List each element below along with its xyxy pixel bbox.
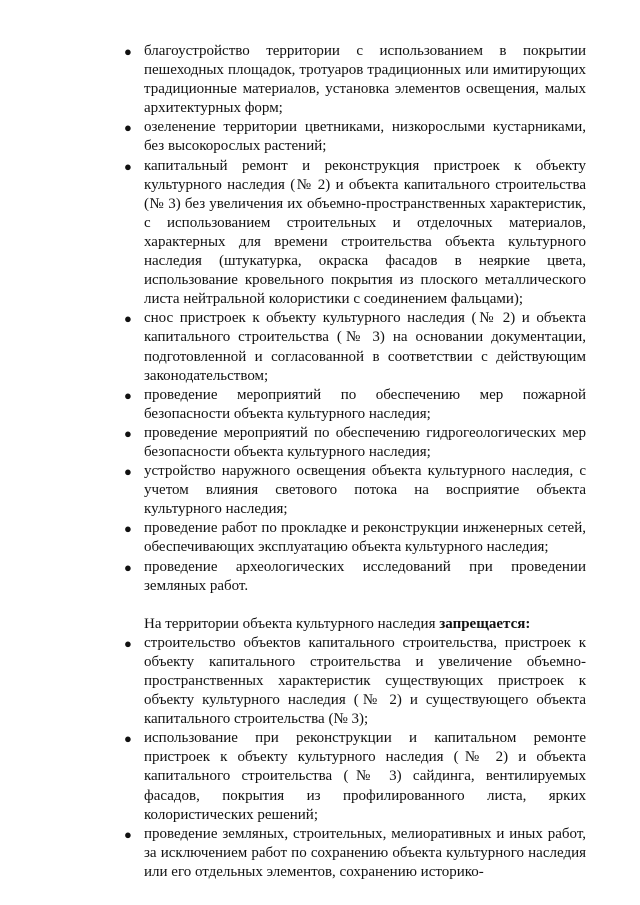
bullet-icon: ● xyxy=(124,158,132,174)
bullet-icon: ● xyxy=(124,311,132,327)
list-item xyxy=(110,634,586,729)
bullet-icon: ● xyxy=(124,120,132,136)
permitted-works-list xyxy=(110,42,586,596)
list-item xyxy=(110,42,586,118)
list-item xyxy=(110,729,586,824)
list-item-text: проведение мероприятий по обеспечению мер пожарной безопасности объекта культурного наследия; xyxy=(144,386,586,422)
prohibited-intro-paragraph xyxy=(110,615,586,634)
prohibited-works-list xyxy=(110,634,586,882)
list-item-text: использование при реконструкции и капитальном ремонте пристроек к объекту культурного наследия (№ 2) и объекта капитального строительства (№ 3) сайдинга, вентилируемых фасадов, покрытия из профилированного листа, ярких колористических решений; xyxy=(144,730,586,823)
list-item-text: благоустройство территории с использованием в покрытии пешеходных площадок, тротуаров традиционных или имитирующих традиционные материалов, установка элементов освещения, малых архитектурных форм; xyxy=(144,43,586,117)
bullet-icon: ● xyxy=(124,521,132,537)
list-item-text: озеленение территории цветниками, низкорослыми кустарниками, без высокорослых растений; xyxy=(144,119,586,155)
list-item xyxy=(110,157,586,310)
bullet-icon: ● xyxy=(124,425,132,441)
list-item-text: проведение мероприятий по обеспечению гидрогеологических мер безопасности объекта культурного наследия; xyxy=(144,424,586,460)
bullet-icon: ● xyxy=(124,44,132,59)
bullet-icon: ● xyxy=(124,826,132,842)
bullet-icon: ● xyxy=(124,559,132,575)
bullet-icon: ● xyxy=(124,387,132,403)
list-item xyxy=(110,118,586,156)
bullet-icon: ● xyxy=(124,635,132,651)
list-item xyxy=(110,309,586,385)
list-item-text: проведение земляных, строительных, мелиоративных и иных работ, за исключением работ по сохранению объекта культурного наследия или его отдельных элементов, сохранению историко- xyxy=(144,825,586,880)
list-item xyxy=(110,558,586,596)
list-item-text: капитальный ремонт и реконструкция пристроек к объекту культурного наследия (№ 2) и объекта капитального строительства (№ 3) без увеличения их объемно-пространственных характеристик, с использованием строительных и отделочных материалов, характерных для времени строительства объекта культурного наследия (штукатурка, окраска фасадов в неяркие цвета, использование кровельного покрытия из плоского металлического листа нейтральной колористики с соединением фальцами); xyxy=(144,157,586,308)
list-item xyxy=(110,424,586,462)
bullet-icon: ● xyxy=(124,464,132,480)
list-item-text: снос пристроек к объекту культурного наследия (№ 2) и объекта капитального строительства (№ 3) на основании документации, подготовленной и согласованной в соответствии с действующим законодательством; xyxy=(144,310,586,384)
list-item-text: строительство объектов капитального строительства, пристроек к объекту капитального строительства и увеличение объемно-пространственных характеристик существующих пристроек к объекту культурного наследия (№ 2) и существующего объекта капитального строительства (№ 3); xyxy=(144,634,586,728)
list-item-text: устройство наружного освещения объекта культурного наследия, с учетом влияния светового потока на восприятие объекта культурного наследия; xyxy=(144,463,586,518)
list-item xyxy=(110,462,586,519)
list-item-text: проведение работ по прокладке и реконструкции инженерных сетей, обеспечивающих эксплуатацию объекта культурного наследия; xyxy=(144,520,586,556)
list-item xyxy=(110,519,586,557)
list-item xyxy=(110,825,586,882)
intro-bold-text: запрещается: xyxy=(439,615,531,632)
list-item-text: проведение археологических исследований при проведении земляных работ. xyxy=(144,558,586,594)
list-item xyxy=(110,386,586,424)
intro-text: На территории объекта культурного наследия xyxy=(144,615,440,632)
bullet-icon: ● xyxy=(124,731,132,747)
document-body xyxy=(110,42,586,882)
